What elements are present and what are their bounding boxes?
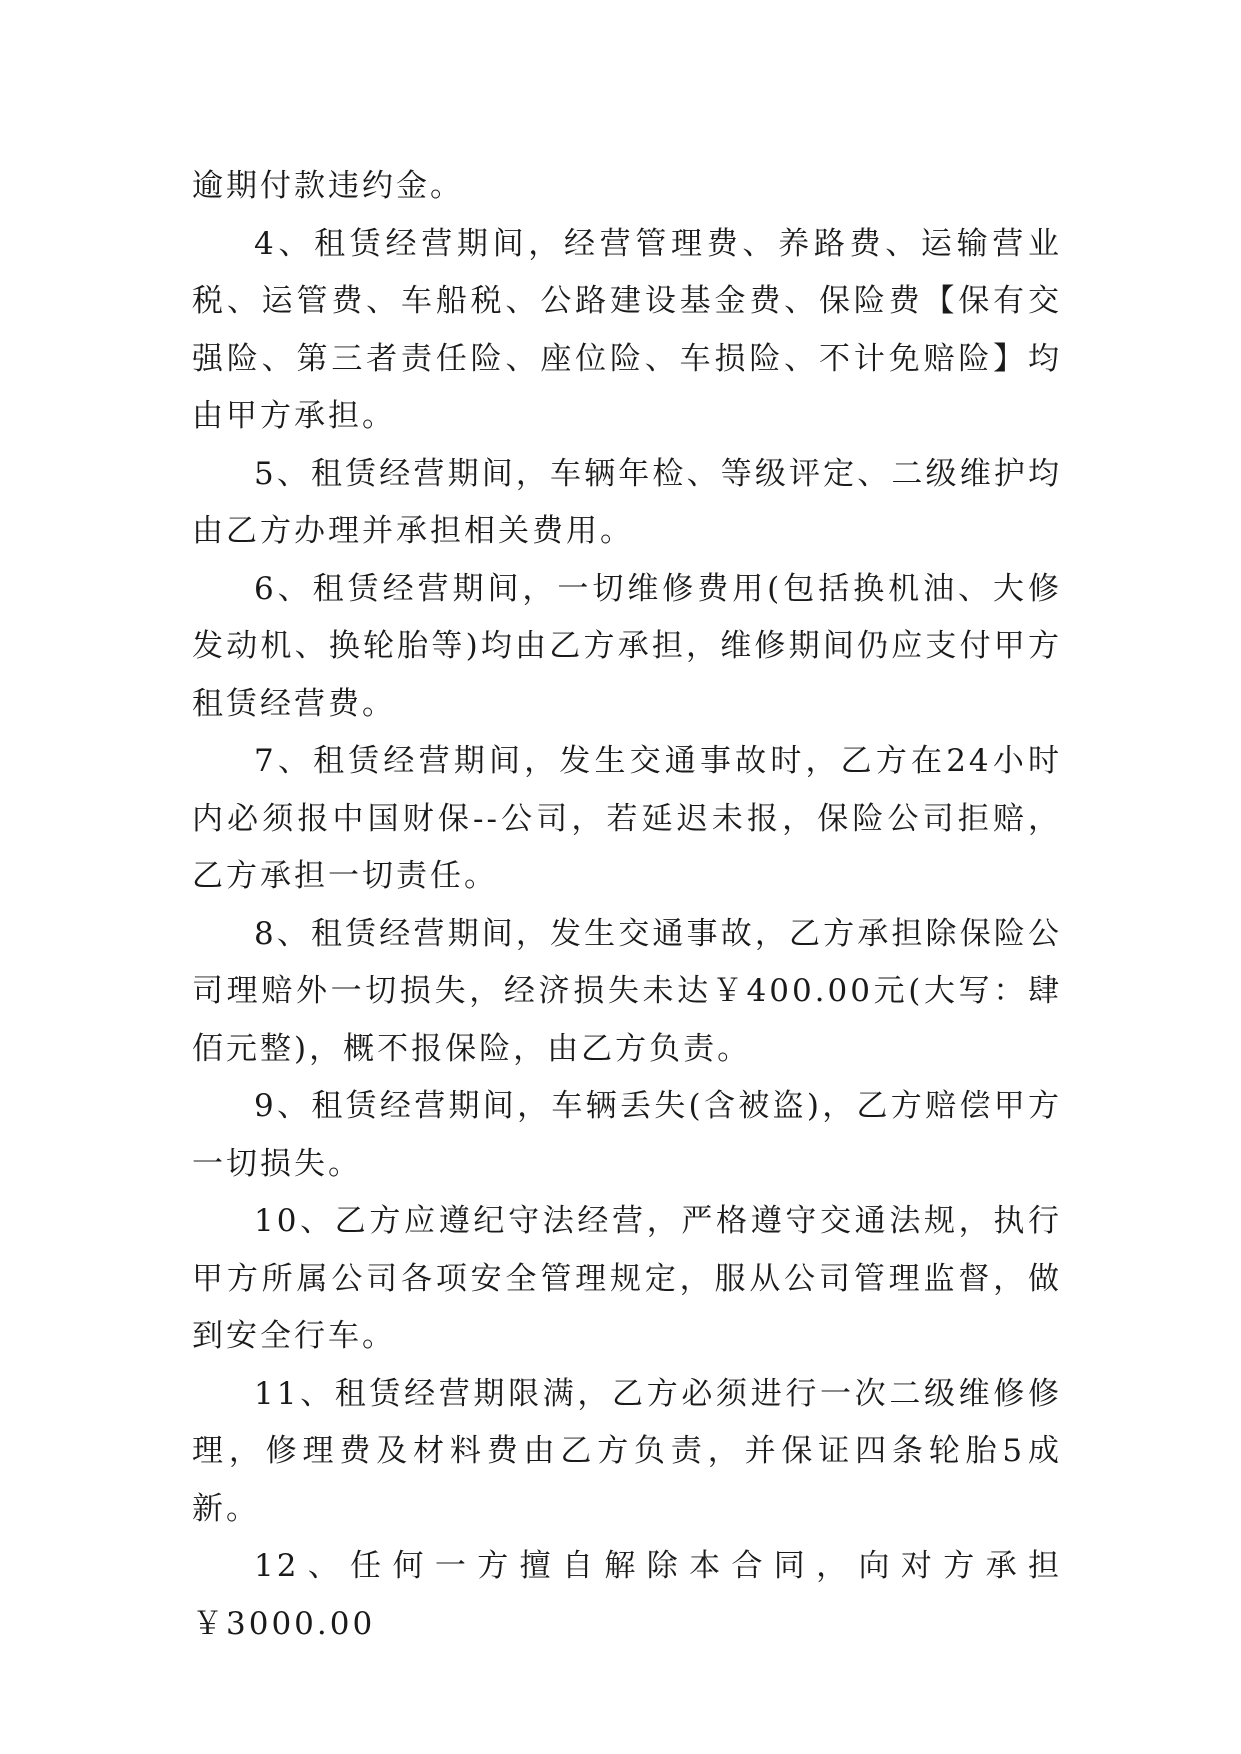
paragraph-continuation: 逾期付款违约金。	[192, 168, 464, 204]
clause-11: 11、租赁经营期限满，乙方必须进行一次二级维修修理，修理费及材料费由乙方负责，并保证四条轮胎5成新。	[192, 1375, 1062, 1527]
clause-12: 12、任何一方擅自解除本合同，向对方承担￥3000.00	[192, 1548, 1062, 1642]
clause-4: 4、租赁经营期间，经营管理费、养路费、运输营业税、运管费、车船税、公路建设基金费、保险费【保有交强险、第三者责任险、座位险、车损险、不计免赔险】均由甲方承担。	[192, 225, 1062, 434]
clause-5: 5、租赁经营期间，车辆年检、等级评定、二级维护均由乙方办理并承担相关费用。	[192, 455, 1062, 549]
clause-10: 10、乙方应遵纪守法经营，严格遵守交通法规，执行甲方所属公司各项安全管理规定，服从公司管理监督，做到安全行车。	[192, 1203, 1062, 1354]
clause-8: 8、租赁经营期间，发生交通事故，乙方承担除保险公司理赔外一切损失，经济损失未达￥400.00元(大写：肆佰元整)，概不报保险，由乙方负责。	[192, 915, 1062, 1067]
clause-9: 9、租赁经营期间，车辆丢失(含被盗)，乙方赔偿甲方一切损失。	[192, 1088, 1062, 1182]
clause-6: 6、租赁经营期间，一切维修费用(包括换机油、大修发动机、换轮胎等)均由乙方承担，维修期间仍应支付甲方租赁经营费。	[192, 570, 1062, 722]
document-body	[192, 158, 1062, 1653]
clause-7: 7、租赁经营期间，发生交通事故时，乙方在24小时内必须报中国财保--公司，若延迟未报，保险公司拒赔，乙方承担一切责任。	[192, 743, 1062, 894]
